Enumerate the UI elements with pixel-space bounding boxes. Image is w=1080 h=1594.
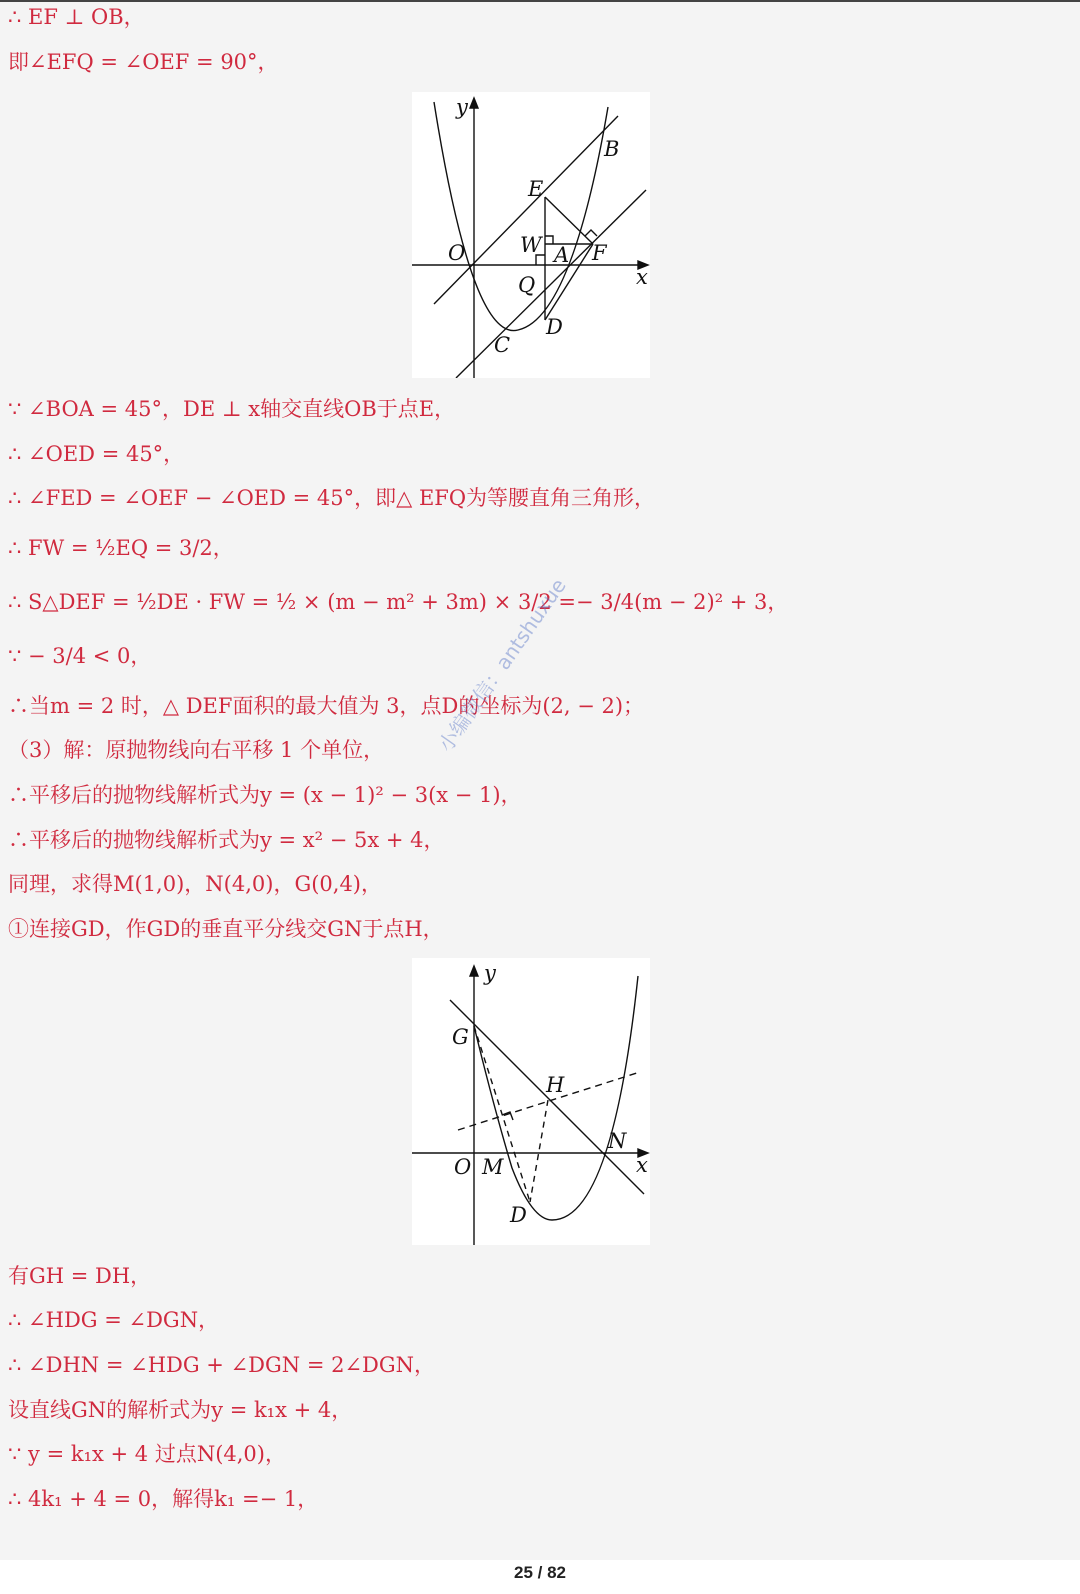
text-line-9: ∴当m = 2 时，△ DEF面积的最大值为 3，点D的坐标为(2, − 2)； — [8, 694, 645, 718]
label-y: y — [456, 95, 468, 119]
label-C: C — [494, 333, 511, 357]
label-Q: Q — [518, 273, 536, 297]
label-O: O — [448, 241, 466, 265]
text-line-15: 有GH = DH， — [8, 1264, 152, 1288]
label-B: B — [604, 137, 620, 161]
label-O-2: O — [454, 1155, 472, 1179]
label-F: F — [592, 241, 607, 265]
label-G: G — [452, 1025, 469, 1049]
label-y-2: y — [484, 961, 496, 985]
page-number: 25 / 82 — [514, 1563, 566, 1582]
text-line-20: ∴ 4k₁ + 4 = 0，解得k₁ =− 1， — [8, 1487, 319, 1511]
right-angle-W — [545, 236, 553, 244]
label-W: W — [520, 233, 542, 257]
text-line-8: ∵ − 3/4 < 0， — [8, 644, 152, 668]
text-line-1: ∴ EF ⊥ OB， — [8, 5, 145, 29]
top-rule — [0, 0, 1080, 2]
figure-2-graph — [412, 958, 650, 1245]
label-x: x — [636, 265, 648, 289]
segment-HD — [530, 1100, 548, 1202]
text-line-2: 即∠EFQ = ∠OEF = 90°， — [8, 50, 279, 74]
text-line-6: ∴ FW = ½EQ = 3/2， — [8, 536, 234, 560]
text-line-13: 同理，求得M(1,0)，N(4,0)，G(0,4)， — [8, 872, 383, 896]
text-line-17: ∴ ∠DHN = ∠HDG + ∠DGN = 2∠DGN， — [8, 1353, 436, 1377]
label-M: M — [482, 1155, 504, 1179]
label-D: D — [546, 315, 563, 339]
figure-1 — [412, 92, 650, 378]
parabola-2 — [474, 976, 638, 1220]
text-line-5: ∴ ∠FED = ∠OEF − ∠OED = 45°，即△ EFQ为等腰直角三角形， — [8, 486, 656, 510]
text-line-18: 设直线GN的解析式为y = k₁x + 4， — [8, 1398, 353, 1422]
text-line-3: ∵ ∠BOA = 45°，DE ⊥ x轴交直线OB于点E， — [8, 397, 456, 421]
text-line-4: ∴ ∠OED = 45°， — [8, 442, 185, 466]
text-line-11: ∴平移后的抛物线解析式为y = (x − 1)² − 3(x − 1)， — [8, 783, 522, 807]
right-angle-F — [585, 230, 597, 236]
line-CA — [456, 190, 646, 378]
label-D-2: D — [510, 1203, 527, 1227]
line-GN — [450, 1000, 644, 1194]
label-x-2: x — [636, 1153, 648, 1177]
watermark: 小编微信：antshuxue — [433, 574, 571, 757]
text-line-10: （3）解：原抛物线向右平移 1 个单位， — [8, 738, 385, 762]
text-line-14: ①连接GD，作GD的垂直平分线交GN于点H， — [8, 917, 444, 941]
label-E: E — [528, 177, 544, 201]
label-N: N — [608, 1129, 627, 1153]
figure-1-graph — [412, 92, 650, 378]
text-line-12: ∴平移后的抛物线解析式为y = x² − 5x + 4， — [8, 828, 445, 852]
text-line-19: ∵ y = k₁x + 4 过点N(4,0)， — [8, 1442, 286, 1466]
text-line-7: ∴ S△DEF = ½DE · FW = ½ × (m − m² + 3m) × 3/2 =− 3/4(m − 2)² + 3， — [8, 590, 789, 614]
segment-EF — [545, 197, 593, 244]
right-angle-mark — [502, 1112, 513, 1120]
label-A: A — [554, 243, 570, 267]
y-arrow — [470, 98, 478, 108]
text-line-16: ∴ ∠HDG = ∠DGN， — [8, 1308, 220, 1332]
figure-2 — [412, 958, 650, 1245]
y-arrow-2 — [470, 966, 478, 976]
label-H: H — [546, 1073, 565, 1097]
